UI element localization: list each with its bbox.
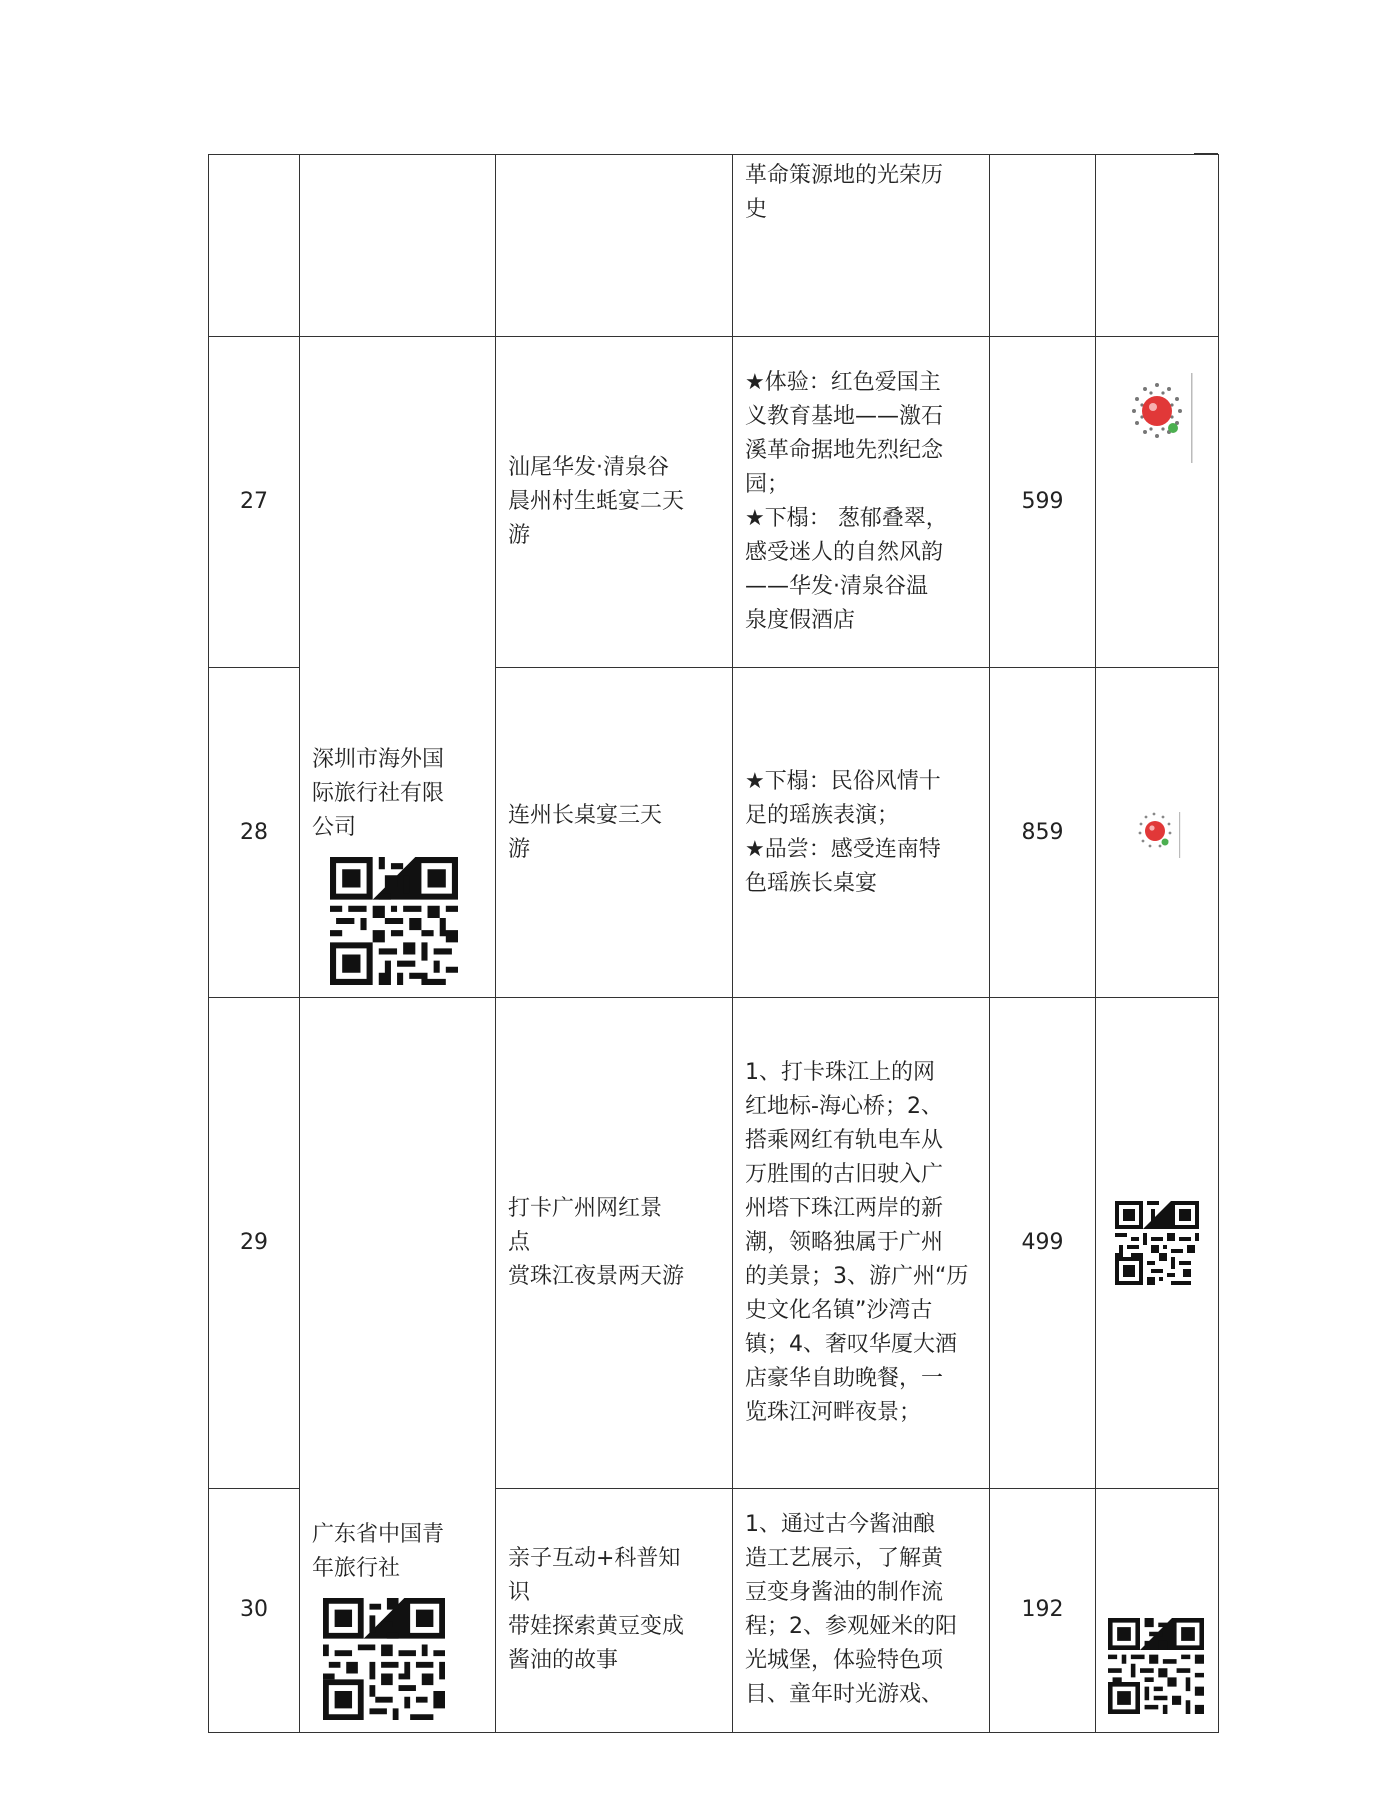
price-cell: 859 <box>990 668 1096 998</box>
code-cell <box>1096 155 1219 337</box>
tour-name-line: 汕尾华发·清泉谷 <box>508 455 669 480</box>
description-line: 潮，领略独属于广州 <box>745 1229 944 1255</box>
description-line: ★品尝：感受连南特 <box>745 836 941 862</box>
code-cell <box>1096 668 1219 998</box>
description-line: ★下榻： 葱郁叠翠， <box>745 506 948 531</box>
description-line: 1、通过古今酱油酿 <box>745 1512 935 1538</box>
agency-name-line: 深圳市海外国 <box>312 747 445 772</box>
description-line: 程；2、参观娅米的阳 <box>745 1614 957 1640</box>
description-line: 1、打卡珠江上的网 <box>745 1059 935 1085</box>
table-row <box>209 998 1219 1489</box>
tour-name-cell <box>496 155 733 337</box>
description-line: 史文化名镇”沙湾古 <box>745 1297 933 1323</box>
description-line: 的美景；3、游广州“历 <box>745 1263 969 1289</box>
agency-name-line: 年旅行社 <box>312 1556 401 1581</box>
mini-program-code-icon <box>1121 373 1193 463</box>
qr-code-icon <box>1115 1201 1199 1285</box>
tour-name-line: 打卡广州网红景 <box>508 1195 663 1221</box>
description-line: 红地标-海心桥；2、 <box>745 1093 943 1119</box>
tour-name-line: 点 <box>508 1229 531 1255</box>
description-line: 色瑶族长桌宴 <box>745 870 878 896</box>
description-line: ——华发·清泉谷温 <box>745 574 928 599</box>
row-number: 29 <box>209 998 300 1489</box>
tour-name-line: 亲子互动+科普知 <box>508 1546 681 1572</box>
tour-listing-table <box>208 154 1219 1733</box>
agency-qr-code-icon <box>320 1598 448 1720</box>
description-line: 感受迷人的自然风韵 <box>745 540 944 565</box>
row-number <box>209 155 300 337</box>
agency-cell <box>300 337 496 998</box>
description-line: 造工艺展示，了解黄 <box>745 1546 944 1572</box>
tour-name-line: 识 <box>508 1580 531 1606</box>
price-cell: 192 <box>990 1488 1096 1732</box>
tour-name-line: 带娃探索黄豆变成 <box>508 1614 685 1640</box>
agency-name-line: 公司 <box>312 815 357 840</box>
agency-cell-empty <box>300 155 496 337</box>
tour-name-line: 晨州村生蚝宴二天 <box>508 489 685 514</box>
description-line: 目、童年时光游戏、 <box>745 1682 944 1708</box>
agency-name <box>312 743 487 845</box>
description-line: 革命策源地的光荣历 <box>745 163 944 188</box>
price-cell: 499 <box>990 998 1096 1489</box>
mini-program-code-icon <box>1132 806 1182 860</box>
description-line: 泉度假酒店 <box>745 608 856 633</box>
row-number: 28 <box>209 668 300 998</box>
tour-description-cell <box>733 668 990 998</box>
tour-name-cell <box>496 1488 733 1732</box>
description-line: 史 <box>745 197 768 222</box>
price-cell: 599 <box>990 337 1096 668</box>
row-number: 27 <box>209 337 300 668</box>
table-row <box>209 337 1219 668</box>
tour-name-line: 游 <box>508 836 531 862</box>
row-number: 30 <box>209 1488 300 1732</box>
description-line: 光城堡，体验特色项 <box>745 1648 944 1674</box>
description-line: 览珠江河畔夜景； <box>745 1399 922 1425</box>
table-row <box>209 155 1219 337</box>
description-line: 溪革命据地先烈纪念 <box>745 438 944 463</box>
tour-name-cell <box>496 337 733 668</box>
description-line: 店豪华自助晚餐，一 <box>745 1365 944 1391</box>
description-line: 万胜围的古旧驶入广 <box>745 1161 944 1187</box>
description-line: 义教育基地——激石 <box>745 404 944 429</box>
description-line: ★体验：红色爱国主 <box>745 370 941 395</box>
description-line: 足的瑶族表演； <box>745 802 900 828</box>
tour-name-line: 赏珠江夜景两天游 <box>508 1263 685 1289</box>
description-line: 镇；4、奢叹华厦大酒 <box>745 1331 957 1357</box>
agency-name-line: 际旅行社有限 <box>312 781 445 806</box>
agency-name <box>312 1518 487 1586</box>
description-line: 豆变身酱油的制作流 <box>745 1580 944 1606</box>
tour-description-cell <box>733 1488 990 1732</box>
tour-description-cell <box>733 998 990 1489</box>
agency-cell <box>300 998 496 1733</box>
agency-qr-code-icon <box>330 857 458 985</box>
code-cell <box>1096 337 1219 668</box>
description-line: 园； <box>745 472 790 497</box>
tour-description-cell <box>733 337 990 668</box>
code-cell <box>1096 998 1219 1489</box>
tour-name-cell <box>496 998 733 1489</box>
tour-description-cell <box>733 155 990 337</box>
tour-name-cell <box>496 668 733 998</box>
description-line: 州塔下珠江两岸的新 <box>745 1195 944 1221</box>
description-line: ★下榻：民俗风情十 <box>745 768 941 794</box>
tour-name-line: 酱油的故事 <box>508 1648 619 1674</box>
description-line: 搭乘网红有轨电车从 <box>745 1127 944 1153</box>
tour-name-line: 连州长桌宴三天 <box>508 802 663 828</box>
qr-code-icon <box>1108 1618 1204 1714</box>
agency-name-line: 广东省中国青 <box>312 1522 445 1547</box>
tour-name-line: 游 <box>508 523 531 548</box>
price-cell <box>990 155 1096 337</box>
